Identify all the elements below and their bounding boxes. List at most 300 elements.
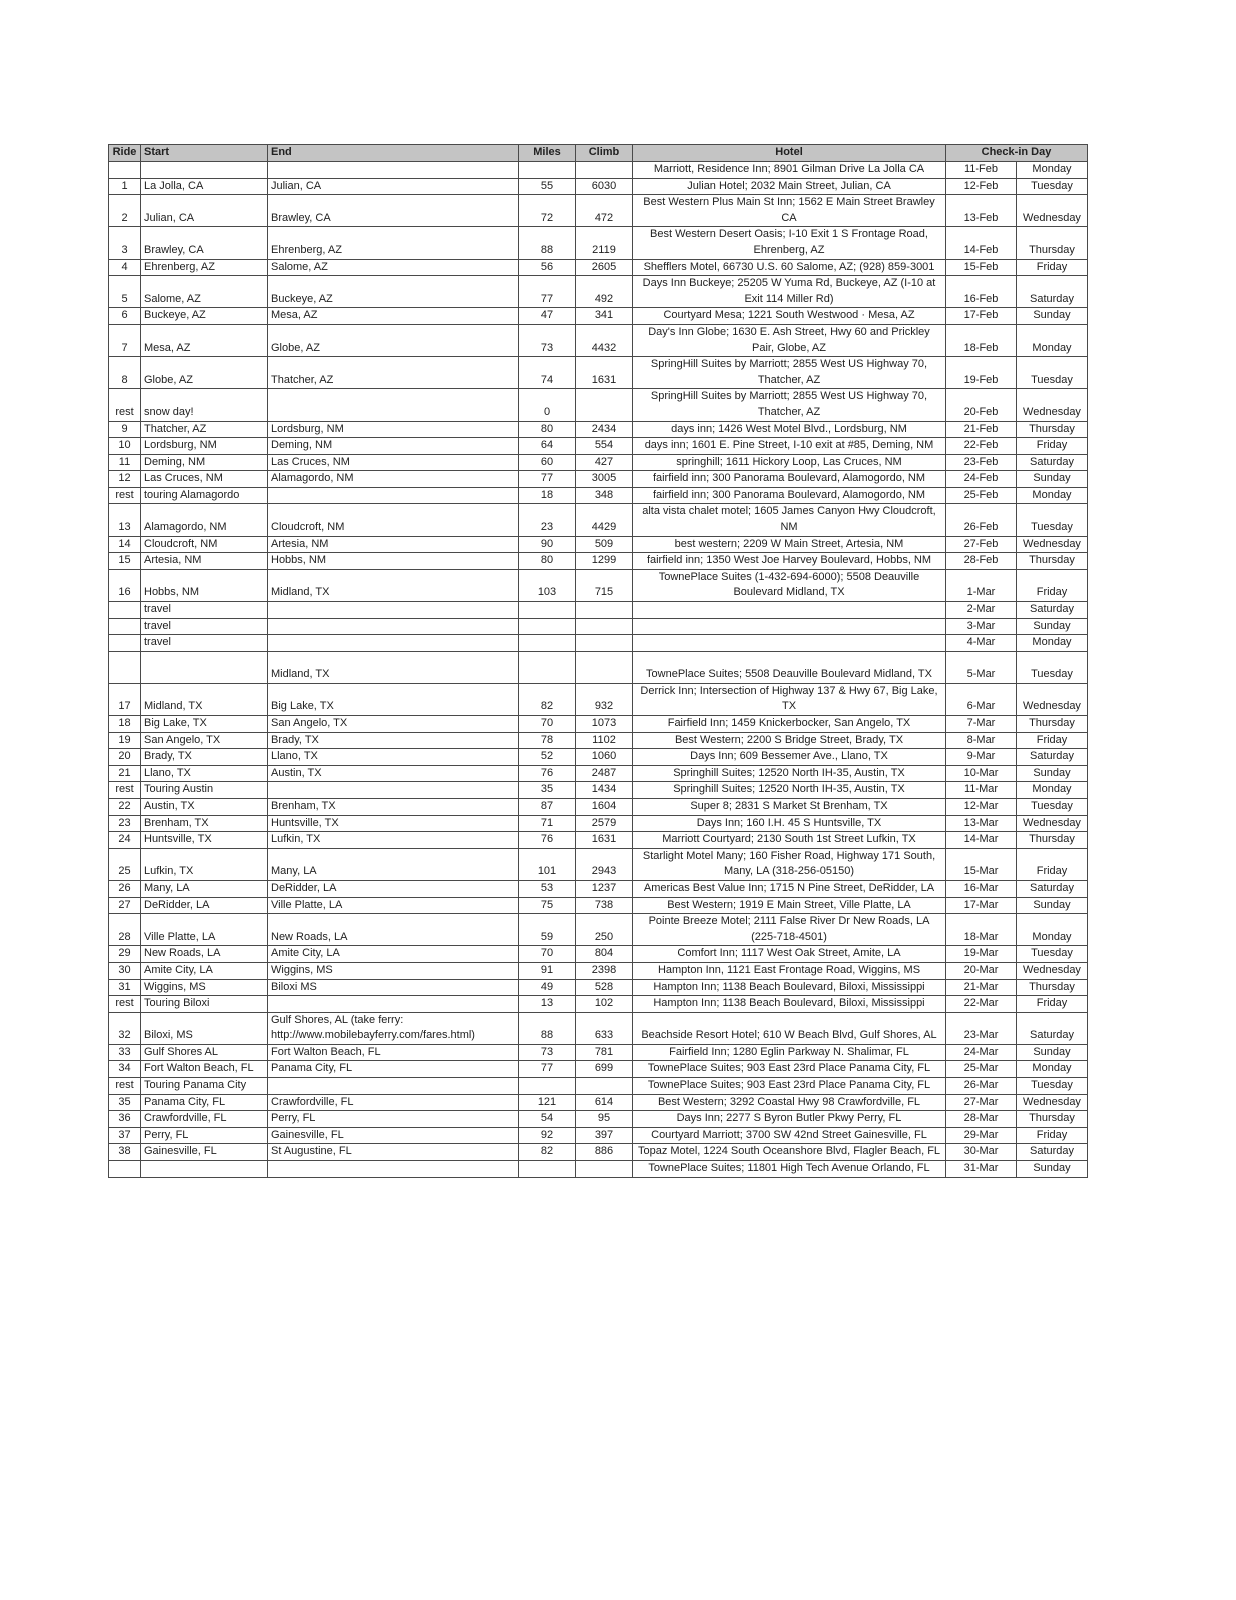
checkin-date-cell: 22-Mar: [946, 996, 1017, 1013]
table-row: [109, 487, 1088, 504]
table-row: [109, 1078, 1088, 1095]
climb-cell: 2434: [576, 421, 633, 438]
table-row: [109, 178, 1088, 195]
ride-cell: [109, 651, 141, 683]
checkin-weekday-cell: Thursday: [1017, 979, 1088, 996]
ride-cell: 5: [109, 276, 141, 308]
checkin-weekday-cell: Thursday: [1017, 227, 1088, 259]
miles-cell: 77: [519, 1061, 576, 1078]
checkin-weekday-cell: Wednesday: [1017, 815, 1088, 832]
checkin-date-cell: 20-Feb: [946, 389, 1017, 421]
checkin-date-cell: 18-Mar: [946, 914, 1017, 946]
hotel-cell: SpringHill Suites by Marriott; 2855 West US Highway 70, Thatcher, AZ: [633, 389, 946, 421]
checkin-date-cell: 7-Mar: [946, 716, 1017, 733]
start-cell: Gainesville, FL: [141, 1144, 268, 1161]
miles-cell: 88: [519, 1012, 576, 1044]
start-cell: Touring Panama City: [141, 1078, 268, 1095]
miles-cell: 74: [519, 357, 576, 389]
climb-cell: 1631: [576, 832, 633, 849]
miles-cell: 78: [519, 732, 576, 749]
start-cell: Julian, CA: [141, 195, 268, 227]
hotel-cell: TownePlace Suites (1-432-694-6000); 5508 Deauville Boulevard Midland, TX: [633, 569, 946, 601]
miles-cell: 75: [519, 897, 576, 914]
climb-cell: [576, 618, 633, 635]
climb-cell: 715: [576, 569, 633, 601]
table-row: [109, 357, 1088, 389]
climb-cell: 932: [576, 683, 633, 715]
climb-cell: 4429: [576, 504, 633, 536]
ride-cell: [109, 635, 141, 652]
table-row: [109, 962, 1088, 979]
ride-cell: 26: [109, 880, 141, 897]
hotel-cell: Best Western Plus Main St Inn; 1562 E Main Street Brawley CA: [633, 195, 946, 227]
checkin-date-cell: 23-Mar: [946, 1012, 1017, 1044]
hotel-cell: [633, 618, 946, 635]
start-cell: San Angelo, TX: [141, 732, 268, 749]
checkin-weekday-cell: Wednesday: [1017, 195, 1088, 227]
hotel-cell: Beachside Resort Hotel; 610 W Beach Blvd, Gulf Shores, AL: [633, 1012, 946, 1044]
hotel-cell: fairfield inn; 300 Panorama Boulevard, Alamogordo, NM: [633, 487, 946, 504]
ride-cell: 13: [109, 504, 141, 536]
miles-cell: 47: [519, 308, 576, 325]
checkin-date-cell: 31-Mar: [946, 1161, 1017, 1178]
miles-cell: 23: [519, 504, 576, 536]
start-cell: Lufkin, TX: [141, 848, 268, 880]
ride-cell: 16: [109, 569, 141, 601]
checkin-weekday-cell: Thursday: [1017, 553, 1088, 570]
start-cell: Ehrenberg, AZ: [141, 259, 268, 276]
ride-cell: 15: [109, 553, 141, 570]
start-cell: Brady, TX: [141, 749, 268, 766]
miles-cell: 77: [519, 276, 576, 308]
table-row: [109, 979, 1088, 996]
start-cell: Wiggins, MS: [141, 979, 268, 996]
end-cell: [268, 782, 519, 799]
end-cell: St Augustine, FL: [268, 1144, 519, 1161]
miles-cell: 73: [519, 324, 576, 356]
checkin-date-cell: 14-Mar: [946, 832, 1017, 849]
hotel-cell: TownePlace Suites; 11801 High Tech Avenue Orlando, FL: [633, 1161, 946, 1178]
end-cell: Midland, TX: [268, 569, 519, 601]
start-cell: Gulf Shores AL: [141, 1044, 268, 1061]
checkin-date-cell: 25-Mar: [946, 1061, 1017, 1078]
end-cell: Llano, TX: [268, 749, 519, 766]
checkin-weekday-cell: Friday: [1017, 848, 1088, 880]
end-cell: [268, 1078, 519, 1095]
checkin-date-cell: 11-Feb: [946, 162, 1017, 179]
checkin-date-cell: 23-Feb: [946, 454, 1017, 471]
end-cell: [268, 162, 519, 179]
start-cell: Fort Walton Beach, FL: [141, 1061, 268, 1078]
climb-cell: 2398: [576, 962, 633, 979]
miles-cell: 77: [519, 471, 576, 488]
end-cell: [268, 1161, 519, 1178]
ride-cell: rest: [109, 487, 141, 504]
ride-cell: 7: [109, 324, 141, 356]
hotel-cell: Hampton Inn; 1138 Beach Boulevard, Biloxi, Mississippi: [633, 979, 946, 996]
climb-cell: 397: [576, 1127, 633, 1144]
end-cell: Thatcher, AZ: [268, 357, 519, 389]
ride-cell: 30: [109, 962, 141, 979]
checkin-weekday-cell: Tuesday: [1017, 1078, 1088, 1095]
end-cell: Many, LA: [268, 848, 519, 880]
start-cell: Panama City, FL: [141, 1094, 268, 1111]
miles-cell: 70: [519, 946, 576, 963]
miles-cell: 92: [519, 1127, 576, 1144]
climb-cell: [576, 651, 633, 683]
table-body: [109, 162, 1088, 1178]
header-ride: Ride: [109, 145, 141, 162]
ride-cell: 21: [109, 765, 141, 782]
end-cell: Lufkin, TX: [268, 832, 519, 849]
checkin-weekday-cell: Tuesday: [1017, 178, 1088, 195]
end-cell: Huntsville, TX: [268, 815, 519, 832]
table-row: [109, 227, 1088, 259]
end-cell: [268, 487, 519, 504]
start-cell: snow day!: [141, 389, 268, 421]
end-cell: Las Cruces, NM: [268, 454, 519, 471]
ride-cell: 25: [109, 848, 141, 880]
miles-cell: 80: [519, 553, 576, 570]
table-row: [109, 536, 1088, 553]
ride-cell: 29: [109, 946, 141, 963]
miles-cell: 35: [519, 782, 576, 799]
ride-cell: rest: [109, 782, 141, 799]
end-cell: [268, 602, 519, 619]
checkin-date-cell: 12-Mar: [946, 798, 1017, 815]
start-cell: Brawley, CA: [141, 227, 268, 259]
ride-cell: [109, 1161, 141, 1178]
table-row: [109, 421, 1088, 438]
hotel-cell: Americas Best Value Inn; 1715 N Pine Street, DeRidder, LA: [633, 880, 946, 897]
table-row: [109, 946, 1088, 963]
climb-cell: 4432: [576, 324, 633, 356]
miles-cell: 82: [519, 683, 576, 715]
miles-cell: [519, 162, 576, 179]
start-cell: touring Alamagordo: [141, 487, 268, 504]
hotel-cell: Shefflers Motel, 66730 U.S. 60 Salome, AZ; (928) 859-3001: [633, 259, 946, 276]
ride-cell: [109, 602, 141, 619]
table-row: [109, 162, 1088, 179]
climb-cell: [576, 602, 633, 619]
checkin-weekday-cell: Monday: [1017, 782, 1088, 799]
checkin-weekday-cell: Monday: [1017, 914, 1088, 946]
hotel-cell: days inn; 1426 West Motel Blvd., Lordsburg, NM: [633, 421, 946, 438]
miles-cell: [519, 1161, 576, 1178]
miles-cell: 18: [519, 487, 576, 504]
end-cell: Austin, TX: [268, 765, 519, 782]
hotel-cell: Topaz Motel, 1224 South Oceanshore Blvd, Flagler Beach, FL: [633, 1144, 946, 1161]
checkin-weekday-cell: Sunday: [1017, 308, 1088, 325]
checkin-date-cell: 24-Mar: [946, 1044, 1017, 1061]
ride-cell: 18: [109, 716, 141, 733]
hotel-cell: Derrick Inn; Intersection of Highway 137 & Hwy 67, Big Lake, TX: [633, 683, 946, 715]
hotel-cell: Springhill Suites; 12520 North IH-35, Austin, TX: [633, 782, 946, 799]
start-cell: Perry, FL: [141, 1127, 268, 1144]
checkin-date-cell: 16-Feb: [946, 276, 1017, 308]
hotel-cell: best western; 2209 W Main Street, Artesia, NM: [633, 536, 946, 553]
miles-cell: 52: [519, 749, 576, 766]
table-row: [109, 1144, 1088, 1161]
end-cell: Perry, FL: [268, 1111, 519, 1128]
climb-cell: 1631: [576, 357, 633, 389]
checkin-date-cell: 4-Mar: [946, 635, 1017, 652]
table-row: [109, 602, 1088, 619]
climb-cell: 341: [576, 308, 633, 325]
table-row: [109, 716, 1088, 733]
end-cell: Brady, TX: [268, 732, 519, 749]
ride-cell: 33: [109, 1044, 141, 1061]
climb-cell: [576, 1078, 633, 1095]
hotel-cell: alta vista chalet motel; 1605 James Canyon Hwy Cloudcroft, NM: [633, 504, 946, 536]
climb-cell: 1237: [576, 880, 633, 897]
ride-cell: rest: [109, 1078, 141, 1095]
miles-cell: 87: [519, 798, 576, 815]
end-cell: New Roads, LA: [268, 914, 519, 946]
start-cell: Midland, TX: [141, 683, 268, 715]
checkin-weekday-cell: Wednesday: [1017, 1094, 1088, 1111]
climb-cell: 1073: [576, 716, 633, 733]
table-row: [109, 1012, 1088, 1044]
table-row: [109, 749, 1088, 766]
miles-cell: [519, 618, 576, 635]
checkin-weekday-cell: Sunday: [1017, 1161, 1088, 1178]
table-row: [109, 504, 1088, 536]
table-row: [109, 618, 1088, 635]
ride-cell: 2: [109, 195, 141, 227]
miles-cell: 91: [519, 962, 576, 979]
miles-cell: [519, 1078, 576, 1095]
table-row: [109, 438, 1088, 455]
checkin-date-cell: 25-Feb: [946, 487, 1017, 504]
hotel-cell: Courtyard Marriott; 3700 SW 42nd Street Gainesville, FL: [633, 1127, 946, 1144]
checkin-date-cell: 18-Feb: [946, 324, 1017, 356]
climb-cell: 2579: [576, 815, 633, 832]
end-cell: Wiggins, MS: [268, 962, 519, 979]
ride-cell: 37: [109, 1127, 141, 1144]
climb-cell: 492: [576, 276, 633, 308]
checkin-weekday-cell: Saturday: [1017, 454, 1088, 471]
ride-cell: [109, 162, 141, 179]
start-cell: [141, 651, 268, 683]
climb-cell: 1060: [576, 749, 633, 766]
end-cell: Panama City, FL: [268, 1061, 519, 1078]
checkin-weekday-cell: Tuesday: [1017, 946, 1088, 963]
checkin-date-cell: 17-Feb: [946, 308, 1017, 325]
header-row: [109, 145, 1088, 162]
start-cell: Mesa, AZ: [141, 324, 268, 356]
ride-cell: 9: [109, 421, 141, 438]
hotel-cell: Super 8; 2831 S Market St Brenham, TX: [633, 798, 946, 815]
end-cell: Amite City, LA: [268, 946, 519, 963]
climb-cell: 6030: [576, 178, 633, 195]
climb-cell: [576, 1161, 633, 1178]
table-row: [109, 1111, 1088, 1128]
checkin-date-cell: 16-Mar: [946, 880, 1017, 897]
miles-cell: [519, 635, 576, 652]
end-cell: Big Lake, TX: [268, 683, 519, 715]
checkin-date-cell: 14-Feb: [946, 227, 1017, 259]
table-row: [109, 471, 1088, 488]
checkin-date-cell: 26-Feb: [946, 504, 1017, 536]
start-cell: travel: [141, 618, 268, 635]
start-cell: travel: [141, 635, 268, 652]
table-row: [109, 389, 1088, 421]
climb-cell: 1604: [576, 798, 633, 815]
start-cell: Artesia, NM: [141, 553, 268, 570]
checkin-weekday-cell: Thursday: [1017, 716, 1088, 733]
climb-cell: 2605: [576, 259, 633, 276]
checkin-weekday-cell: Sunday: [1017, 1044, 1088, 1061]
miles-cell: 60: [519, 454, 576, 471]
climb-cell: 528: [576, 979, 633, 996]
checkin-date-cell: 20-Mar: [946, 962, 1017, 979]
hotel-cell: Julian Hotel; 2032 Main Street, Julian, CA: [633, 178, 946, 195]
checkin-date-cell: 15-Mar: [946, 848, 1017, 880]
hotel-cell: Days Inn Buckeye; 25205 W Yuma Rd, Buckeye, AZ (I-10 at Exit 114 Miller Rd): [633, 276, 946, 308]
header-miles: Miles: [519, 145, 576, 162]
table-row: [109, 276, 1088, 308]
ride-cell: 1: [109, 178, 141, 195]
checkin-weekday-cell: Saturday: [1017, 602, 1088, 619]
table-row: [109, 914, 1088, 946]
climb-cell: 2119: [576, 227, 633, 259]
start-cell: Ville Platte, LA: [141, 914, 268, 946]
end-cell: San Angelo, TX: [268, 716, 519, 733]
end-cell: Ville Platte, LA: [268, 897, 519, 914]
end-cell: Gulf Shores, AL (take ferry: http://www.mobilebayferry.com/fares.html): [268, 1012, 519, 1044]
miles-cell: 80: [519, 421, 576, 438]
start-cell: Deming, NM: [141, 454, 268, 471]
start-cell: Las Cruces, NM: [141, 471, 268, 488]
miles-cell: [519, 602, 576, 619]
table-row: [109, 832, 1088, 849]
checkin-weekday-cell: Sunday: [1017, 765, 1088, 782]
start-cell: Alamagordo, NM: [141, 504, 268, 536]
climb-cell: 3005: [576, 471, 633, 488]
table-row: [109, 996, 1088, 1013]
start-cell: Lordsburg, NM: [141, 438, 268, 455]
checkin-weekday-cell: Monday: [1017, 635, 1088, 652]
table-row: [109, 324, 1088, 356]
start-cell: Llano, TX: [141, 765, 268, 782]
miles-cell: 88: [519, 227, 576, 259]
ride-cell: 32: [109, 1012, 141, 1044]
end-cell: [268, 389, 519, 421]
checkin-date-cell: 21-Mar: [946, 979, 1017, 996]
checkin-weekday-cell: Wednesday: [1017, 962, 1088, 979]
hotel-cell: Marriott, Residence Inn; 8901 Gilman Drive La Jolla CA: [633, 162, 946, 179]
checkin-weekday-cell: Thursday: [1017, 832, 1088, 849]
end-cell: [268, 635, 519, 652]
climb-cell: 427: [576, 454, 633, 471]
miles-cell: 55: [519, 178, 576, 195]
ride-cell: 31: [109, 979, 141, 996]
checkin-date-cell: 22-Feb: [946, 438, 1017, 455]
checkin-weekday-cell: Sunday: [1017, 618, 1088, 635]
table-row: [109, 732, 1088, 749]
hotel-cell: days inn; 1601 E. Pine Street, I-10 exit at #85, Deming, NM: [633, 438, 946, 455]
checkin-weekday-cell: Friday: [1017, 732, 1088, 749]
table-row: [109, 897, 1088, 914]
climb-cell: 1299: [576, 553, 633, 570]
header-checkin-day: Check-in Day: [946, 145, 1088, 162]
checkin-date-cell: 26-Mar: [946, 1078, 1017, 1095]
ride-cell: 4: [109, 259, 141, 276]
ride-cell: 22: [109, 798, 141, 815]
start-cell: Amite City, LA: [141, 962, 268, 979]
checkin-weekday-cell: Friday: [1017, 1127, 1088, 1144]
miles-cell: [519, 651, 576, 683]
checkin-weekday-cell: Friday: [1017, 569, 1088, 601]
ride-cell: 3: [109, 227, 141, 259]
end-cell: Salome, AZ: [268, 259, 519, 276]
hotel-cell: fairfield inn; 300 Panorama Boulevard, Alamogordo, NM: [633, 471, 946, 488]
table-row: [109, 815, 1088, 832]
miles-cell: 72: [519, 195, 576, 227]
ride-cell: 6: [109, 308, 141, 325]
climb-cell: 102: [576, 996, 633, 1013]
end-cell: [268, 618, 519, 635]
hotel-cell: Days Inn; 160 I.H. 45 S Huntsville, TX: [633, 815, 946, 832]
checkin-date-cell: 27-Feb: [946, 536, 1017, 553]
miles-cell: 121: [519, 1094, 576, 1111]
ride-cell: rest: [109, 389, 141, 421]
ride-schedule-table: [108, 144, 1088, 1178]
ride-cell: 8: [109, 357, 141, 389]
hotel-cell: Hampton Inn, 1121 East Frontage Road, Wiggins, MS: [633, 962, 946, 979]
checkin-date-cell: 13-Mar: [946, 815, 1017, 832]
checkin-weekday-cell: Monday: [1017, 162, 1088, 179]
checkin-weekday-cell: Thursday: [1017, 1111, 1088, 1128]
miles-cell: 13: [519, 996, 576, 1013]
checkin-weekday-cell: Sunday: [1017, 471, 1088, 488]
start-cell: Globe, AZ: [141, 357, 268, 389]
end-cell: Midland, TX: [268, 651, 519, 683]
hotel-cell: Best Western; 3292 Coastal Hwy 98 Crawfordville, FL: [633, 1094, 946, 1111]
checkin-date-cell: 19-Feb: [946, 357, 1017, 389]
table-row: [109, 1094, 1088, 1111]
ride-cell: rest: [109, 996, 141, 1013]
ride-cell: 19: [109, 732, 141, 749]
hotel-cell: TownePlace Suites; 903 East 23rd Place Panama City, FL: [633, 1061, 946, 1078]
table-row: [109, 765, 1088, 782]
start-cell: [141, 162, 268, 179]
miles-cell: 64: [519, 438, 576, 455]
checkin-date-cell: 8-Mar: [946, 732, 1017, 749]
end-cell: Brenham, TX: [268, 798, 519, 815]
table-row: [109, 308, 1088, 325]
hotel-cell: Starlight Motel Many; 160 Fisher Road, Highway 171 South, Many, LA (318-256-05150): [633, 848, 946, 880]
start-cell: Touring Biloxi: [141, 996, 268, 1013]
end-cell: DeRidder, LA: [268, 880, 519, 897]
checkin-weekday-cell: Monday: [1017, 487, 1088, 504]
start-cell: Buckeye, AZ: [141, 308, 268, 325]
climb-cell: 472: [576, 195, 633, 227]
end-cell: Hobbs, NM: [268, 553, 519, 570]
header-end: End: [268, 145, 519, 162]
checkin-weekday-cell: Saturday: [1017, 880, 1088, 897]
checkin-date-cell: 3-Mar: [946, 618, 1017, 635]
start-cell: Biloxi, MS: [141, 1012, 268, 1044]
end-cell: Crawfordville, FL: [268, 1094, 519, 1111]
start-cell: Crawfordville, FL: [141, 1111, 268, 1128]
ride-cell: 17: [109, 683, 141, 715]
ride-cell: 23: [109, 815, 141, 832]
ride-cell: 24: [109, 832, 141, 849]
hotel-cell: TownePlace Suites; 903 East 23rd Place Panama City, FL: [633, 1078, 946, 1095]
checkin-weekday-cell: Monday: [1017, 1061, 1088, 1078]
